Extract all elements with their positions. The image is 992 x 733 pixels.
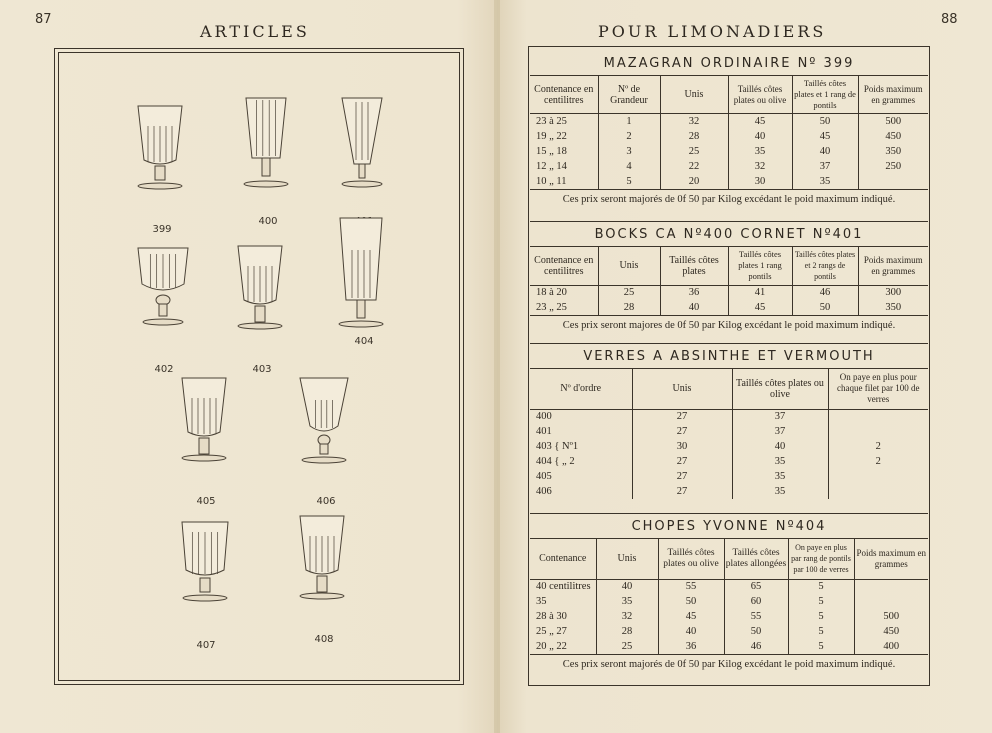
table-row bbox=[530, 579, 928, 594]
table-cell bbox=[828, 409, 928, 424]
table-header: Taillés côtes plates et 1 rang de pontils bbox=[792, 76, 858, 114]
glass-drawing bbox=[232, 244, 292, 358]
absinthe-title: VERRES A ABSINTHE ET VERMOUTH bbox=[530, 345, 928, 369]
table-cell: 400 bbox=[530, 409, 632, 424]
table-cell: 50 bbox=[658, 594, 724, 609]
table-row bbox=[530, 174, 928, 189]
table-cell: 46 bbox=[724, 639, 788, 654]
glass-caption: 400 bbox=[258, 216, 278, 227]
mazagran-body bbox=[530, 114, 928, 189]
table-cell: 50 bbox=[724, 624, 788, 639]
table-cell: 45 bbox=[728, 114, 792, 129]
table-row bbox=[530, 285, 928, 300]
chopes-title: CHOPES YVONNE Nº404 bbox=[530, 515, 928, 539]
table-cell: 401 bbox=[530, 424, 632, 439]
glass-caption: 408 bbox=[314, 634, 334, 645]
table-cell: 37 bbox=[732, 409, 828, 424]
table-cell: 20 bbox=[660, 174, 728, 189]
glass-drawing bbox=[334, 96, 394, 210]
table-cell: 27 bbox=[632, 469, 732, 484]
table-cell: 40 bbox=[728, 129, 792, 144]
table-cell: 23 „ 25 bbox=[530, 300, 598, 315]
table-cell: 300 bbox=[885, 287, 902, 299]
table-header: Taillés côtes plates 1 rang pontils bbox=[728, 247, 792, 285]
table-cell: 22 bbox=[660, 159, 728, 174]
table-cell: 37 bbox=[792, 159, 858, 174]
table-cell: 5 bbox=[788, 624, 854, 639]
glass-item-402 bbox=[134, 244, 194, 375]
table-header: Nº de Grandeur bbox=[598, 76, 660, 114]
bocks-note: Ces prix seront majores de 0f 50 par Kilog excédant le poid maximum indiqué. bbox=[530, 315, 928, 335]
table-cell: 2 bbox=[598, 129, 660, 144]
table-row bbox=[530, 454, 928, 469]
table-header: Unis bbox=[596, 539, 658, 579]
table-header: Contenance en centilitres bbox=[530, 76, 598, 114]
table-cell: 406 bbox=[530, 484, 632, 499]
table-cell: 55 bbox=[724, 609, 788, 624]
table-cell: 10 „ 11 bbox=[530, 174, 598, 189]
table-cell: 23 à 25 bbox=[530, 114, 598, 129]
table-header: Taillés côtes plates bbox=[660, 247, 728, 285]
table-cell: 5 bbox=[788, 579, 854, 594]
section-divider bbox=[530, 221, 928, 222]
glass-drawing bbox=[134, 244, 194, 358]
table-cell: 30 bbox=[632, 439, 732, 454]
table-cell: 55 bbox=[658, 579, 724, 594]
table-cell: 37 bbox=[732, 424, 828, 439]
chopes-header-row bbox=[530, 539, 928, 579]
table-header: Taillés côtes plates et 2 rangs de pontils bbox=[792, 247, 858, 285]
table-row bbox=[530, 114, 928, 129]
chopes-body bbox=[530, 579, 928, 654]
table-cell: 1 bbox=[598, 114, 660, 129]
table-header: Contenance en centilitres bbox=[530, 247, 598, 285]
table-cell: 27 bbox=[632, 409, 732, 424]
table-row bbox=[530, 129, 928, 144]
glass-item-405 bbox=[176, 376, 236, 507]
table-cell: 5 bbox=[788, 639, 854, 654]
absinthe-table bbox=[530, 369, 928, 499]
table-row bbox=[530, 594, 928, 609]
left-page-number: 87 bbox=[35, 12, 52, 27]
glass-item-403 bbox=[232, 244, 292, 375]
table-cell: 27 bbox=[632, 484, 732, 499]
table-header: Taillés côtes plates allongées bbox=[724, 539, 788, 579]
mazagran-title: MAZAGRAN ORDINAIRE Nº 399 bbox=[530, 52, 928, 76]
glass-caption: 403 bbox=[252, 364, 272, 375]
glass-item-401 bbox=[334, 96, 394, 227]
table-row bbox=[530, 469, 928, 484]
table-row bbox=[530, 159, 928, 174]
table-cell: 18 à 20 bbox=[530, 285, 598, 300]
glass-item-404 bbox=[334, 216, 394, 347]
table-cell: 19 „ 22 bbox=[530, 129, 598, 144]
glass-drawing bbox=[334, 216, 394, 330]
table-header: Taillés côtes plates ou olive bbox=[728, 76, 792, 114]
table-cell bbox=[828, 469, 928, 484]
table-header: Unis bbox=[660, 76, 728, 114]
table-cell: 27 bbox=[632, 424, 732, 439]
table-row bbox=[530, 484, 928, 499]
table-header: Poids maximum en grammes bbox=[854, 539, 928, 579]
table-cell: 46 bbox=[792, 285, 858, 300]
chopes-note: Ces prix seront majorés de 0f 50 par Kilog excédant le poid maximum indiqué. bbox=[530, 654, 928, 674]
table-cell: 35 bbox=[792, 174, 858, 189]
table-cell bbox=[854, 579, 928, 594]
table-cell: 500 bbox=[883, 611, 900, 622]
table-row bbox=[530, 144, 928, 159]
table-cell: 350 bbox=[885, 302, 902, 313]
table-row bbox=[530, 300, 928, 315]
table-cell: 4 bbox=[598, 159, 660, 174]
glass-drawing bbox=[176, 520, 236, 634]
table-cell: 65 bbox=[724, 579, 788, 594]
table-cell bbox=[854, 594, 928, 609]
table-header: Taillés côtes plates ou olive bbox=[658, 539, 724, 579]
table-header: Contenance bbox=[530, 539, 596, 579]
table-cell: 60 bbox=[724, 594, 788, 609]
table-cell: 450 bbox=[885, 130, 902, 142]
table-cell: 3 bbox=[598, 144, 660, 159]
table-cell: 36 bbox=[658, 639, 724, 654]
table-cell: 25 „ 27 bbox=[530, 624, 596, 639]
table-cell: 35 bbox=[596, 594, 658, 609]
table-cell: 405 bbox=[530, 469, 632, 484]
table-cell: 45 bbox=[792, 129, 858, 144]
table-cell: 25 bbox=[598, 285, 660, 300]
section-divider bbox=[530, 513, 928, 514]
table-cell: 50 bbox=[792, 300, 858, 315]
table-header: On paye en plus pour chaque filet par 100 de verres bbox=[828, 369, 928, 409]
table-row bbox=[530, 424, 928, 439]
table-header: Unis bbox=[598, 247, 660, 285]
glass-item-408 bbox=[294, 514, 354, 645]
table-cell: 5 bbox=[788, 609, 854, 624]
table-header: On paye en plus par rang de pontils par 100 de verres bbox=[788, 539, 854, 579]
table-cell: 12 „ 14 bbox=[530, 159, 598, 174]
table-cell: 27 bbox=[632, 454, 732, 469]
bocks-section bbox=[530, 223, 928, 335]
table-cell: 15 „ 18 bbox=[530, 144, 598, 159]
table-cell: 32 bbox=[728, 159, 792, 174]
table-cell: 5 bbox=[598, 174, 660, 189]
table-cell: 32 bbox=[660, 114, 728, 129]
table-cell: 50 bbox=[792, 114, 858, 129]
table-cell: 45 bbox=[658, 609, 724, 624]
chopes-section bbox=[530, 515, 928, 674]
table-cell: 30 bbox=[728, 174, 792, 189]
glass-caption: 402 bbox=[154, 364, 174, 375]
glass-item-407 bbox=[176, 520, 236, 651]
table-cell bbox=[858, 174, 928, 189]
left-page-heading: ARTICLES bbox=[200, 22, 310, 41]
table-header: Unis bbox=[632, 369, 732, 409]
table-cell: 25 bbox=[660, 144, 728, 159]
table-row bbox=[530, 639, 928, 654]
table-cell: 28 bbox=[660, 129, 728, 144]
table-row bbox=[530, 609, 928, 624]
right-page-number: 88 bbox=[941, 12, 958, 27]
table-cell: 40 centilitres bbox=[530, 579, 596, 594]
table-cell: 250 bbox=[885, 160, 902, 172]
table-cell: 500 bbox=[885, 115, 902, 127]
table-cell: 450 bbox=[883, 626, 900, 637]
absinthe-header-row bbox=[530, 369, 928, 409]
mazagran-header-row bbox=[530, 76, 928, 114]
bocks-header-row bbox=[530, 247, 928, 285]
table-cell: 36 bbox=[660, 285, 728, 300]
table-cell: 5 bbox=[788, 594, 854, 609]
bocks-title: BOCKS CA Nº400 CORNET Nº401 bbox=[530, 223, 928, 247]
bocks-table bbox=[530, 247, 928, 315]
table-cell: 404 { „ 2 bbox=[530, 454, 632, 469]
glass-drawing bbox=[132, 104, 192, 218]
table-cell: 35 bbox=[732, 454, 828, 469]
table-cell: 350 bbox=[885, 145, 902, 157]
table-cell: 28 bbox=[596, 624, 658, 639]
mazagran-note: Ces prix seront majorés de 0f 50 par Kilog excédant le poid maximum indiqué. bbox=[530, 189, 928, 209]
table-cell: 28 bbox=[598, 300, 660, 315]
glass-caption: 399 bbox=[152, 224, 172, 235]
table-cell: 25 bbox=[596, 639, 658, 654]
table-header: Poids maximum en grammes bbox=[858, 76, 928, 114]
table-cell: 400 bbox=[883, 641, 900, 652]
glass-caption: 406 bbox=[316, 496, 336, 507]
table-cell: 20 „ 22 bbox=[530, 639, 596, 654]
book-gutter bbox=[494, 0, 500, 733]
table-cell: 40 bbox=[596, 579, 658, 594]
absinthe-body bbox=[530, 409, 928, 499]
table-cell: 28 à 30 bbox=[530, 609, 596, 624]
right-page-heading: POUR LIMONADIERS bbox=[598, 22, 827, 41]
table-row bbox=[530, 624, 928, 639]
table-cell: 40 bbox=[732, 439, 828, 454]
table-cell bbox=[828, 484, 928, 499]
table-cell: 45 bbox=[728, 300, 792, 315]
section-divider bbox=[530, 343, 928, 344]
glass-item-406 bbox=[296, 376, 356, 507]
table-cell: 35 bbox=[732, 469, 828, 484]
glass-drawing bbox=[296, 376, 356, 490]
table-cell bbox=[828, 424, 928, 439]
table-cell: 32 bbox=[596, 609, 658, 624]
bocks-body bbox=[530, 285, 928, 315]
mazagran-section bbox=[530, 52, 928, 209]
table-row bbox=[530, 409, 928, 424]
chopes-table bbox=[530, 539, 928, 654]
table-cell: 35 bbox=[530, 594, 596, 609]
glass-drawing bbox=[238, 96, 298, 210]
absinthe-section bbox=[530, 345, 928, 499]
table-cell: 403 { Nº1 bbox=[530, 439, 632, 454]
table-row bbox=[530, 439, 928, 454]
glass-drawing bbox=[294, 514, 354, 628]
glass-drawing bbox=[176, 376, 236, 490]
table-cell: 2 bbox=[875, 441, 881, 452]
mazagran-table bbox=[530, 76, 928, 189]
table-cell: 40 bbox=[658, 624, 724, 639]
table-cell: 35 bbox=[732, 484, 828, 499]
glass-caption: 404 bbox=[354, 336, 374, 347]
glass-caption: 405 bbox=[196, 496, 216, 507]
table-header: Taillés côtes plates ou olive bbox=[732, 369, 828, 409]
glass-item-400 bbox=[238, 96, 298, 227]
table-cell: 35 bbox=[728, 144, 792, 159]
table-cell: 2 bbox=[875, 456, 881, 467]
table-header: Poids maximum en grammes bbox=[858, 247, 928, 285]
table-cell: 41 bbox=[728, 285, 792, 300]
table-cell: 40 bbox=[792, 144, 858, 159]
table-cell: 40 bbox=[660, 300, 728, 315]
glass-item-399 bbox=[132, 104, 192, 235]
glass-caption: 407 bbox=[196, 640, 216, 651]
table-header: Nº d'ordre bbox=[530, 369, 632, 409]
